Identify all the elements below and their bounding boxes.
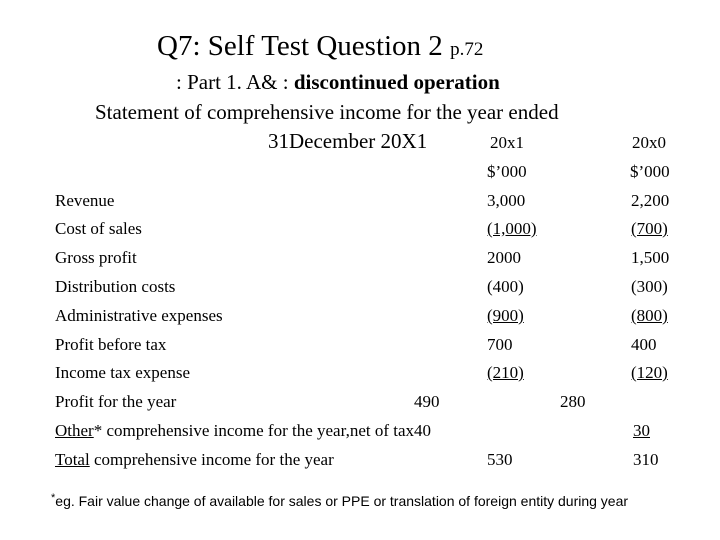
subtitle-part <box>176 70 500 95</box>
row-label: Administrative expenses <box>55 306 223 325</box>
total-prior-value: 310 <box>633 450 659 469</box>
row-label: Income tax expense <box>55 363 190 382</box>
row-prior-value: (800) <box>631 306 668 325</box>
subtitle-statement: Statement of comprehensive income for the year ended <box>95 100 559 124</box>
col-header-prior-year: 20x0 <box>632 133 666 152</box>
total-row-label <box>55 450 334 470</box>
row-prior-value: 280 <box>560 392 586 411</box>
oci-row-label <box>55 421 431 441</box>
row-current-value: (210) <box>487 363 524 382</box>
row-prior-value: 400 <box>631 335 657 354</box>
footnote <box>51 492 628 509</box>
row-current-value: (900) <box>487 306 524 325</box>
subtitle-date: 31December 20X1 <box>268 129 428 153</box>
subtitle-part-bold: discontinued operation <box>293 70 500 94</box>
row-current-value: 700 <box>487 335 513 354</box>
row-current-value: 490 <box>414 392 440 411</box>
col-unit-current: $’000 <box>487 162 527 181</box>
title-main: Q7: Self Test Question 2 <box>157 30 443 62</box>
footnote-text: eg. Fair value change of available for sales or PPE or translation of foreign entity during year <box>55 493 629 509</box>
row-current-value: (1,000) <box>487 219 537 238</box>
total-label-rest: comprehensive income for the year <box>89 450 334 469</box>
row-label: Revenue <box>55 191 115 210</box>
col-header-current-year: 20x1 <box>490 133 524 152</box>
row-prior-value: (300) <box>631 277 668 296</box>
slide-title <box>157 30 483 63</box>
col-unit-prior: $’000 <box>630 162 670 181</box>
oci-prior-value: 30 <box>633 421 650 440</box>
row-label: Profit for the year <box>55 392 177 411</box>
row-current-value: 2000 <box>487 248 521 267</box>
total-current-value: 530 <box>487 450 513 469</box>
oci-label-underlined: Other <box>55 421 94 440</box>
oci-label-rest: * comprehensive income for the year,net of tax <box>93 421 415 440</box>
row-label: Cost of sales <box>55 219 142 238</box>
title-page-ref: p.72 <box>450 39 484 60</box>
footnote-marker: * <box>51 492 56 504</box>
row-prior-value: 1,500 <box>631 248 670 267</box>
row-current-value: (400) <box>487 277 524 296</box>
row-prior-value: (120) <box>631 363 668 382</box>
row-label: Profit before tax <box>55 335 167 354</box>
total-label-underlined: Total <box>55 450 90 469</box>
row-label: Gross profit <box>55 248 137 267</box>
row-current-value: 3,000 <box>487 191 526 210</box>
row-label: Distribution costs <box>55 277 176 296</box>
oci-current-value: 40 <box>414 421 432 440</box>
row-prior-value: 2,200 <box>631 191 670 210</box>
subtitle-part-prefix: : Part 1. A& : <box>176 70 289 94</box>
row-prior-value: (700) <box>631 219 668 238</box>
